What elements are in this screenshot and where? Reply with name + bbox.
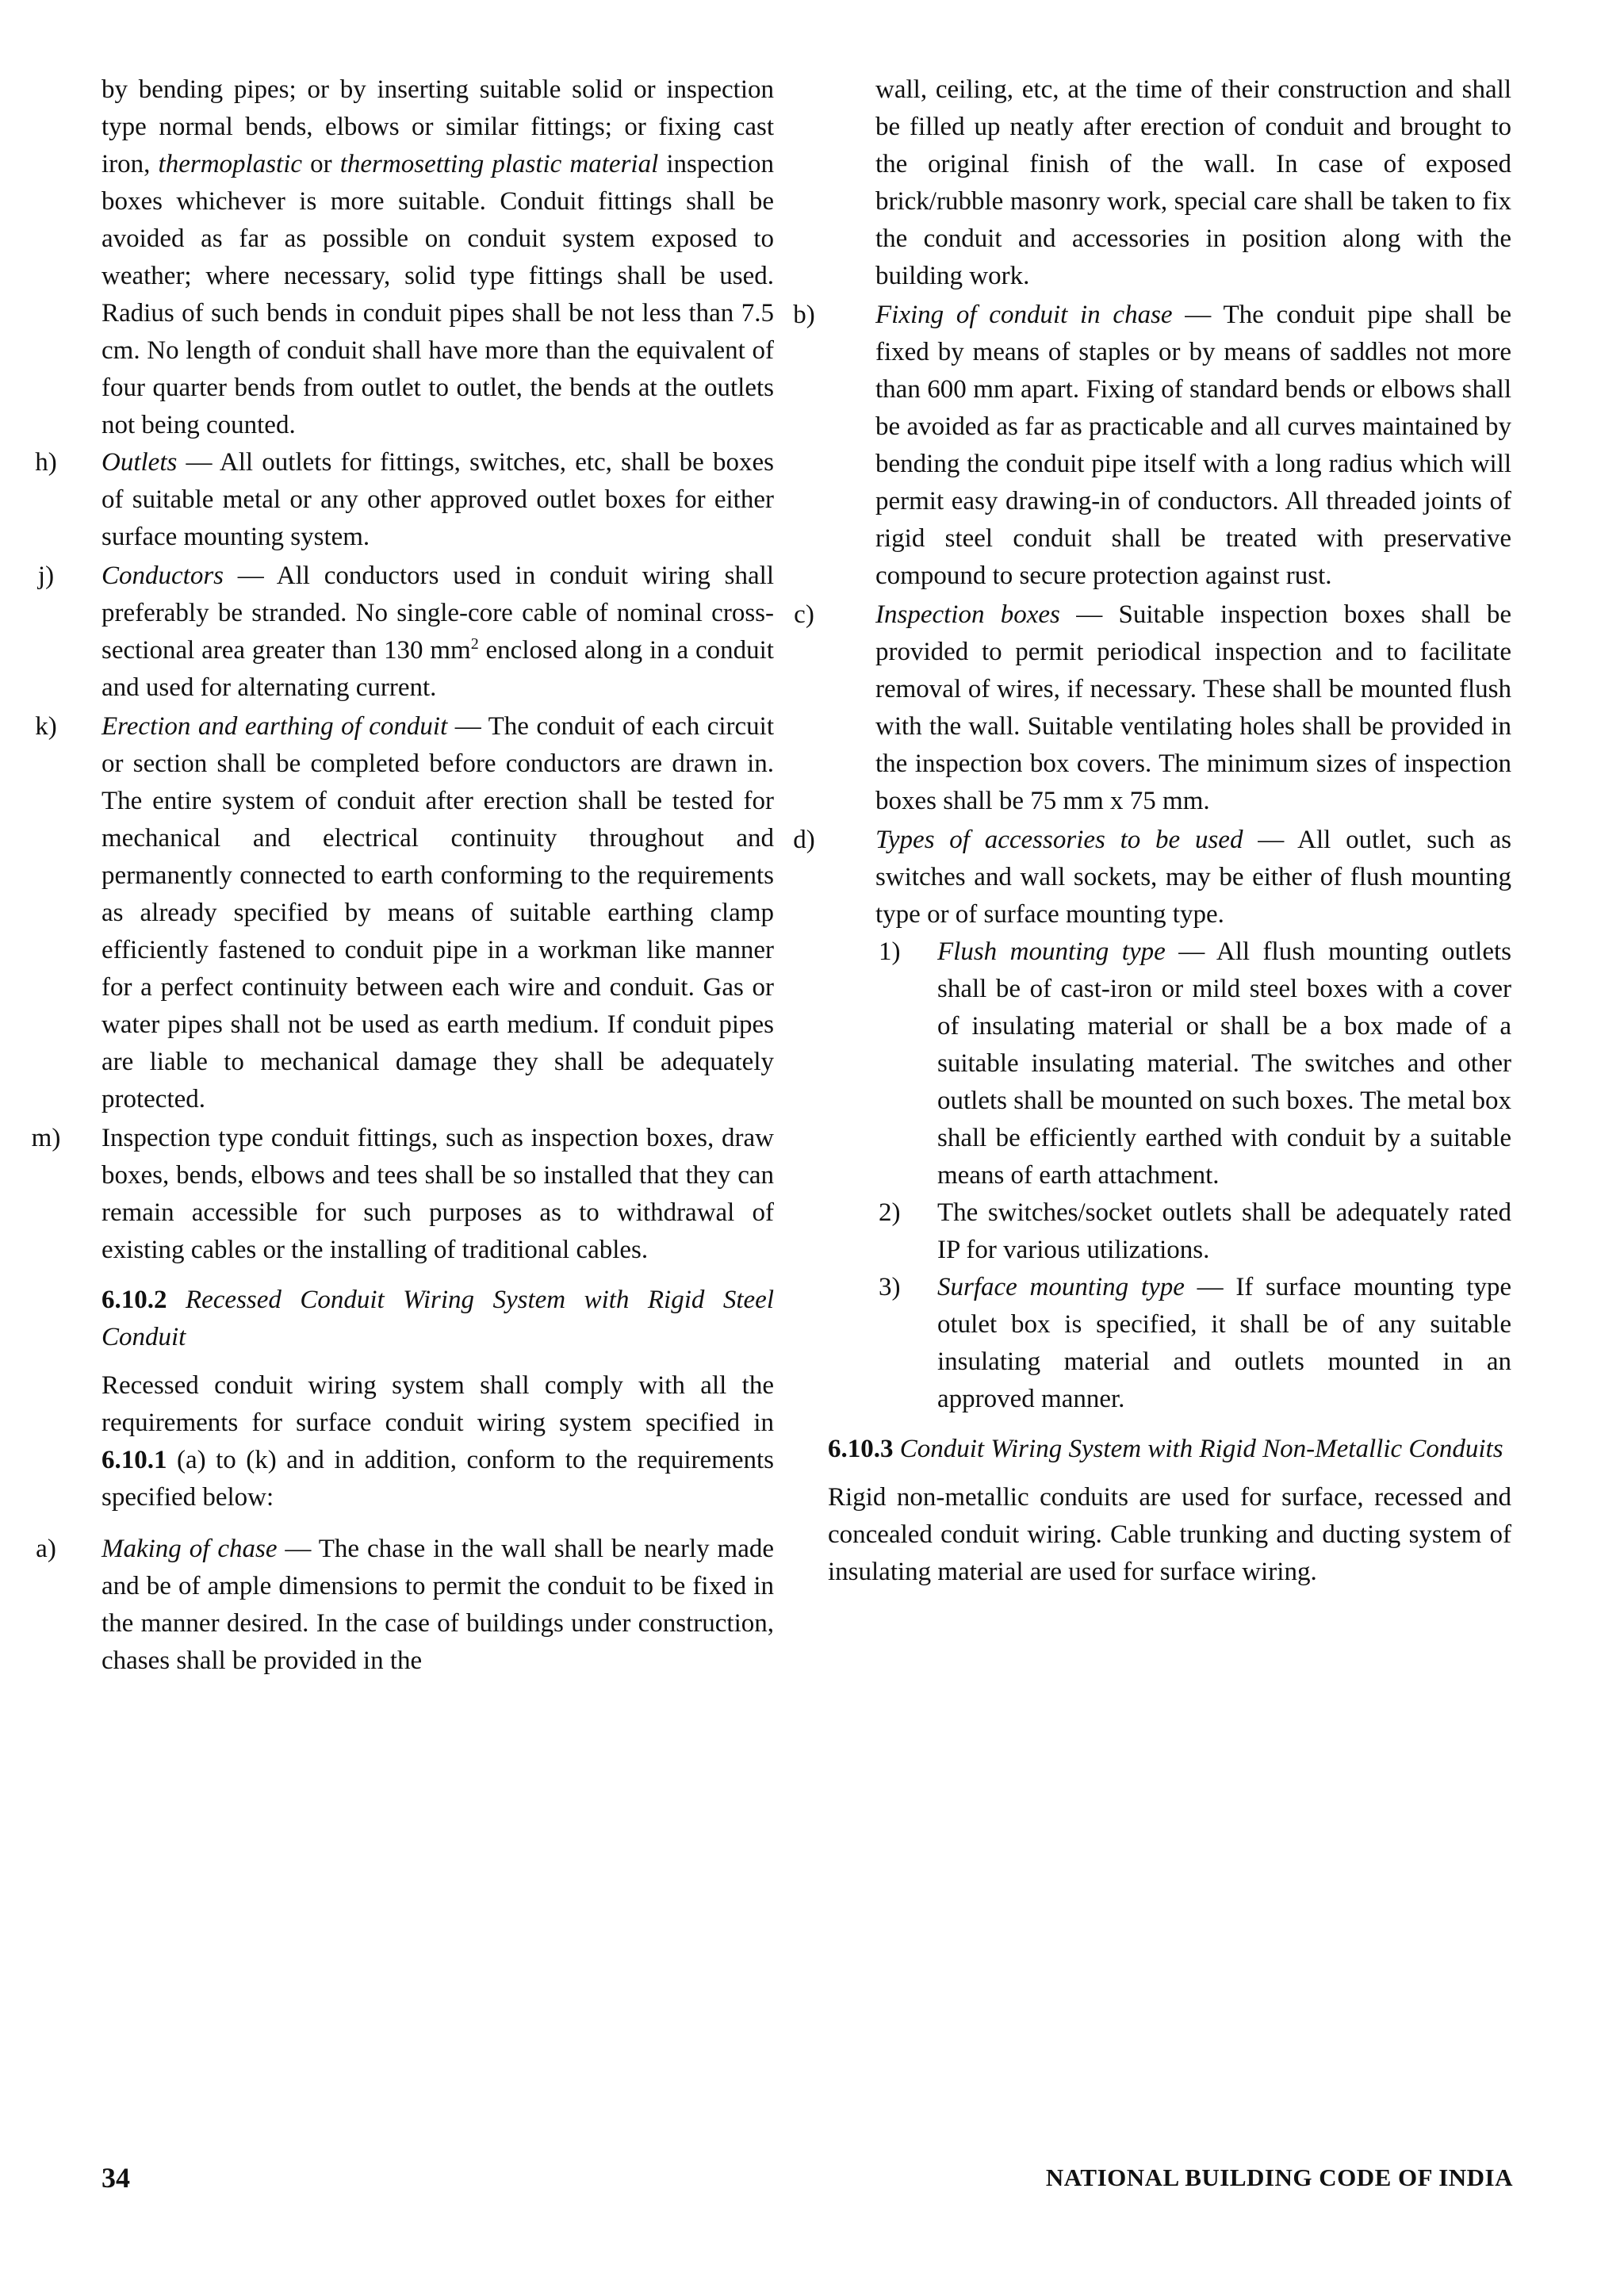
sub-item-2: 2) The switches/socket outlets shall be adequately rated IP for various utilizations. [879, 1198, 1511, 1264]
list-item-k: k) Erection and earthing of conduit — The conduit of each circuit or section shall be completed before conductors are drawn in. The entire system of conduit after erection shall be tested for mechanical and electrical continuity throughout and permanently connected to earth conforming to the requirements as already specified by means of suitable earthing clamp efficiently fastened to conduit pipe in a workman like manner for a perfect continuity between each wire and conduit. Gas or water pipes shall not be used as earth medium. If conduit pipes are liable to mechanical damage they shall be adequately protected. [35, 712, 774, 1113]
section-paragraph-6-10-3: Rigid non-metallic conduits are used for surface, recessed and concealed conduit wiring. Cable trunking and ducting system of insulating material are used for surface wiring. [828, 1483, 1511, 1586]
list-item-j: j) Conductors — All conductors used in conduit wiring shall preferably be stranded. No single-core cable of nominal cross-sectional area greater than 130 $mm^2$ enclosed along in a conduit and used for alternating current. [37, 562, 774, 702]
list-item-m: m) Inspection type conduit fittings, such as inspection boxes, draw boxes, bends, elbows and tees shall be so installed that they can remain accessible for such purposes as to withdrawal of existing cables or the installing of traditional cables. [31, 1124, 774, 1264]
right-column [793, 71, 1512, 1605]
left-column [31, 71, 775, 1681]
list-item-a: a) Making of chase — The chase in the wall shall be nearly made and be of ample dimensions to permit the conduit to be fixed in the manner desired. In the case of buildings under construction, chases shall be provided in the [36, 1535, 775, 1675]
sub-item-3: 3) Surface mounting type — If surface mounting type otulet box is specified, it shall be of any suitable insulating material and outlets mounted in an approved manner. [879, 1273, 1512, 1413]
list-item-h: h) Outlets — All outlets for fittings, switches, etc, shall be boxes of suitable metal or any other approved outlet boxes for either surface mounting system. [35, 448, 775, 551]
page-number: 34 [102, 2162, 130, 2194]
intro-paragraph: by bending pipes; or by inserting suitable solid or inspection type normal bends, elbows or similar fittings; or fixing cast iron, thermoplastic or thermosetting plastic material inspection boxes whichever is more suitable. Conduit fittings shall be avoided as far as possible on conduit system exposed to weather; where necessary, solid type fittings shall be used. Radius of such bends in conduit pipes shall be not less than 7.5 cm. No length of conduit shall have more than the equivalent of four quarter bends from outlet to outlet, the bends at the outlets not being counted. [102, 75, 775, 439]
list-item-b: b) Fixing of conduit in chase — The conduit pipe shall be fixed by means of staples or by means of saddles not more than 600 mm apart. Fixing of standard bends or elbows shall be avoided as far as practicable and all curves maintained by bending the conduit pipe itself with a long radius which will permit easy drawing-in of conductors. All threaded joints of rigid steel conduit shall be treated with preservative compound to secure protection against rust. [793, 301, 1511, 590]
section-paragraph-6-10-2: Recessed conduit wiring system shall comply with all the requirements for surface conduit wiring system specified in 6.10.1 (a) to (k) and in addition, conform to the requirements specified below: [102, 1371, 774, 1512]
publication-title: NATIONAL BUILDING CODE OF INDIA [1045, 2164, 1513, 2191]
continued-item-a: wall, ceiling, etc, at the time of their construction and shall be filled up neatly after erection of conduit and brought to the original finish of the wall. In case of exposed brick/rubble masonry work, special care shall be taken to fix the conduit and accessories in position along with the building work. [875, 75, 1511, 290]
list-item-d: d) Types of accessories to be used — All outlet, such as switches and wall sockets, may be either of flush mounting type or of surface mounting type. 1) Flush mounting type — All flush mounting outlets shall be of cast-iron or mild steel boxes with a cover of insulating material or shall be a box made of a suitable insulating material. The switches and other outlets shall be mounted on such boxes. The metal box shall be efficiently earthed with conduit by a suitable means of earth attachment. 2) The switches/socket outlets shall be adequately rated IP for various utilizations. 3) Surface mounting type — If surface mounting type otulet box is specified, it shall be of any suitable insulating material and outlets mounted in an approved manner. [764, 822, 1511, 1418]
sub-item-1: 1) Flush mounting type — All flush mounting outlets shall be of cast-iron or mild steel boxes with a cover of insulating material or shall be a box made of a suitable insulating material. The switches and other outlets shall be mounted on such boxes. The metal box shall be efficiently earthed with conduit by a suitable means of earth attachment. [879, 937, 1512, 1190]
list-item-c: c) Inspection boxes — Suitable inspection boxes shall be provided to permit periodical inspection and to facilitate removal of wires, if necessary. These shall be mounted flush with the wall. Suitable ventilating holes shall be provided in the inspection box covers. The minimum sizes of inspection boxes shall be 75 mm x 75 mm. [794, 600, 1511, 815]
section-heading-6-10-3: 6.10.3 Conduit Wiring System with Rigid Non-Metallic Conduits [828, 1435, 1503, 1463]
section-heading-6-10-2: 6.10.2 Recessed Conduit Wiring System with Rigid Steel Conduit [102, 1286, 774, 1351]
